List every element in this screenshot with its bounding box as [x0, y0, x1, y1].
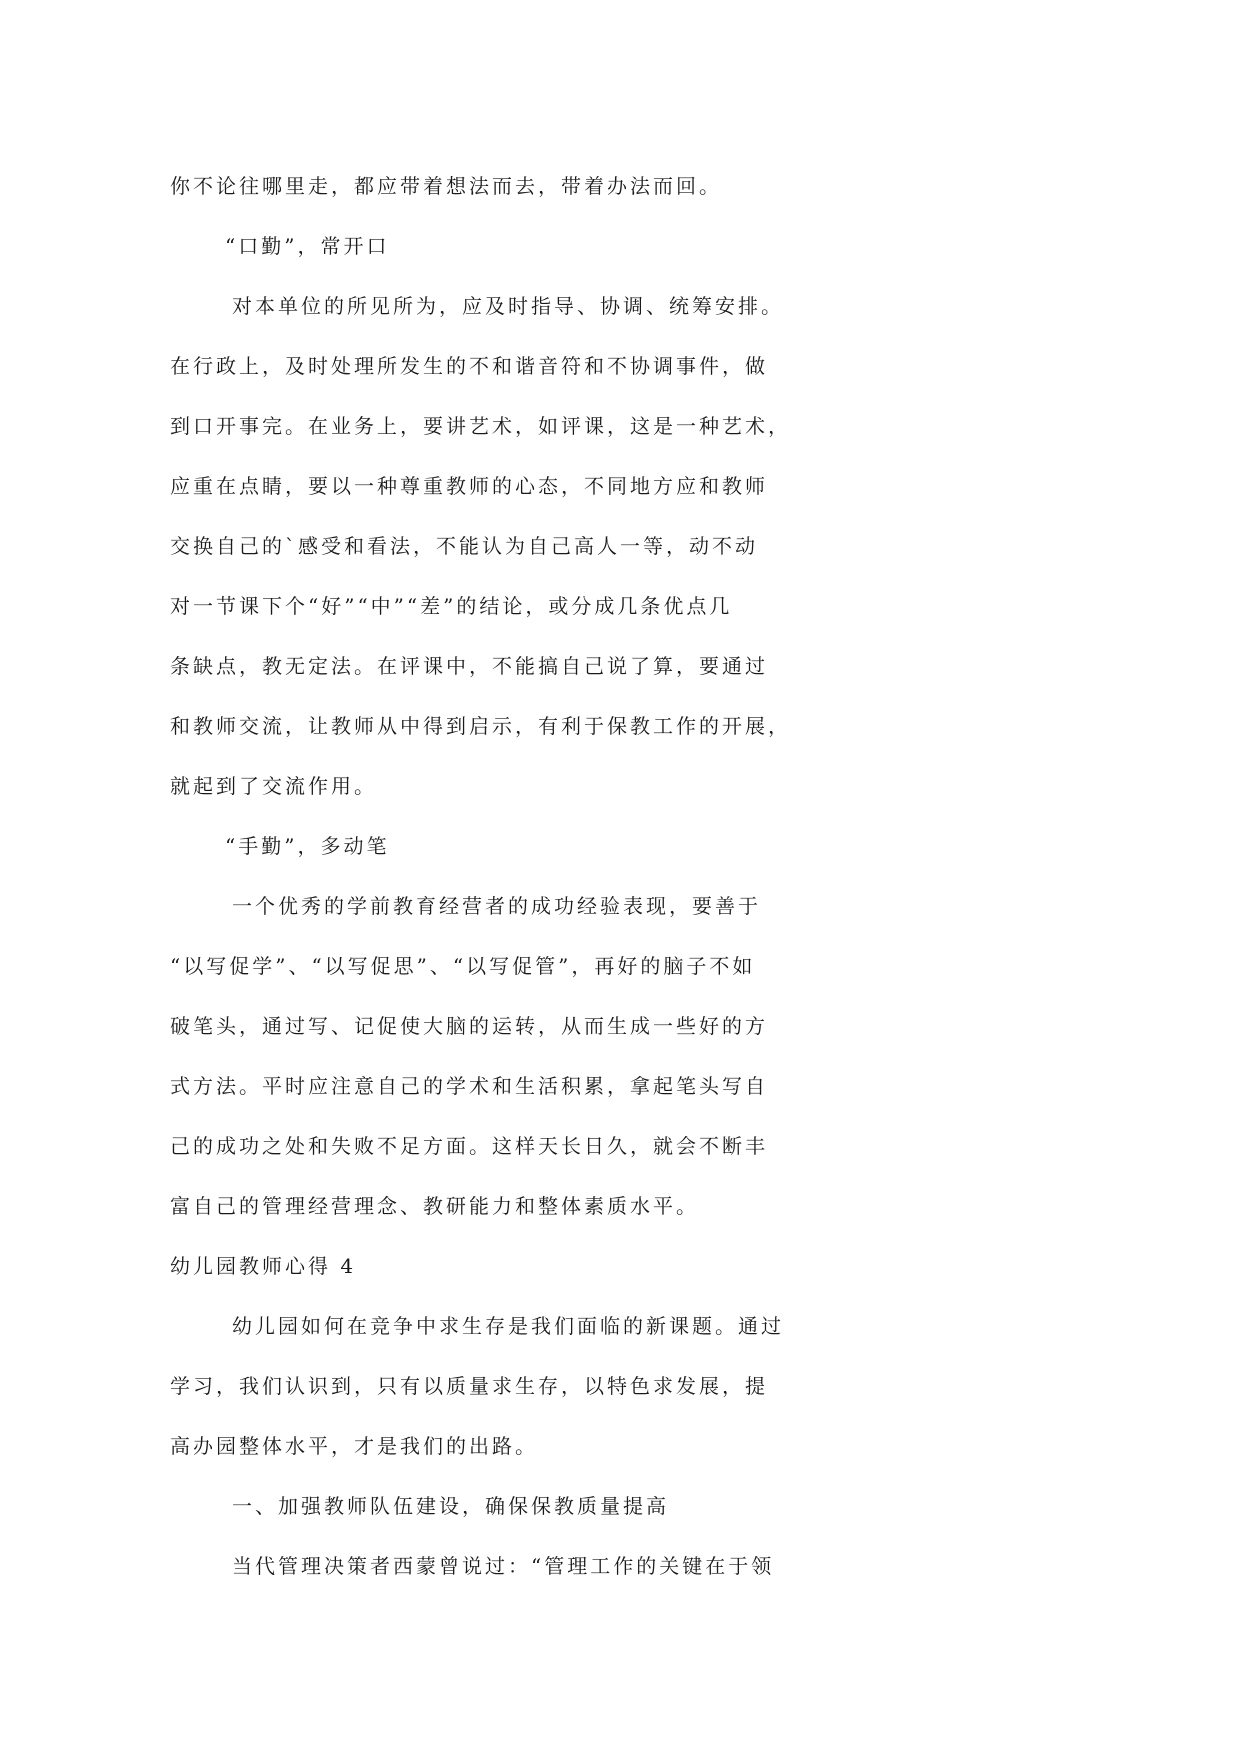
- text-line: 和教师交流，让教师从中得到启示，有利于保教工作的开展，: [170, 714, 791, 738]
- text-line: 应重在点睛，要以一种尊重教师的心态，不同地方应和教师: [170, 474, 768, 498]
- text-line: 你不论往哪里走，都应带着想法而去，带着办法而回。: [170, 174, 722, 198]
- text-line: 当代管理决策者西蒙曾说过：“管理工作的关键在于领: [232, 1554, 775, 1578]
- text-line: 富自己的管理经营理念、教研能力和整体素质水平。: [170, 1194, 699, 1218]
- text-line: “以写促学”、“以写促思”、“以写促管”，再好的脑子不如: [170, 954, 756, 978]
- subheading-shouqin: “手勤”，多动笔: [225, 834, 390, 858]
- text-line: 交换自己的`感受和看法，不能认为自己高人一等，动不动: [170, 534, 758, 558]
- text-line: 破笔头，通过写、记促使大脑的运转，从而生成一些好的方: [170, 1014, 768, 1038]
- text-line: 在行政上，及时处理所发生的不和谐音符和不协调事件，做: [170, 354, 768, 378]
- subheading-kouqin: “口勤”，常开口: [225, 234, 390, 258]
- text-line: 高办园整体水平，才是我们的出路。: [170, 1434, 538, 1458]
- text-line: 式方法。平时应注意自己的学术和生活积累，拿起笔头写自: [170, 1074, 768, 1098]
- text-line: 对一节课下个“好”“中”“差”的结论，或分成几条优点几: [170, 594, 733, 618]
- text-line: 就起到了交流作用。: [170, 774, 377, 798]
- section-title: 幼儿园教师心得 4: [170, 1254, 357, 1278]
- text-line: 对本单位的所见所为，应及时指导、协调、统筹安排。: [232, 294, 784, 318]
- text-line: 幼儿园如何在竞争中求生存是我们面临的新课题。通过: [232, 1314, 784, 1338]
- text-line: 到口开事完。在业务上，要讲艺术，如评课，这是一种艺术，: [170, 414, 791, 438]
- text-line: 一个优秀的学前教育经营者的成功经验表现，要善于: [232, 894, 761, 918]
- text-line: 学习，我们认识到，只有以质量求生存，以特色求发展，提: [170, 1374, 768, 1398]
- text-line: 条缺点，教无定法。在评课中，不能搞自己说了算，要通过: [170, 654, 768, 678]
- text-line: 己的成功之处和失败不足方面。这样天长日久，就会不断丰: [170, 1134, 768, 1158]
- numbered-heading: 一、加强教师队伍建设，确保保教质量提高: [232, 1494, 669, 1518]
